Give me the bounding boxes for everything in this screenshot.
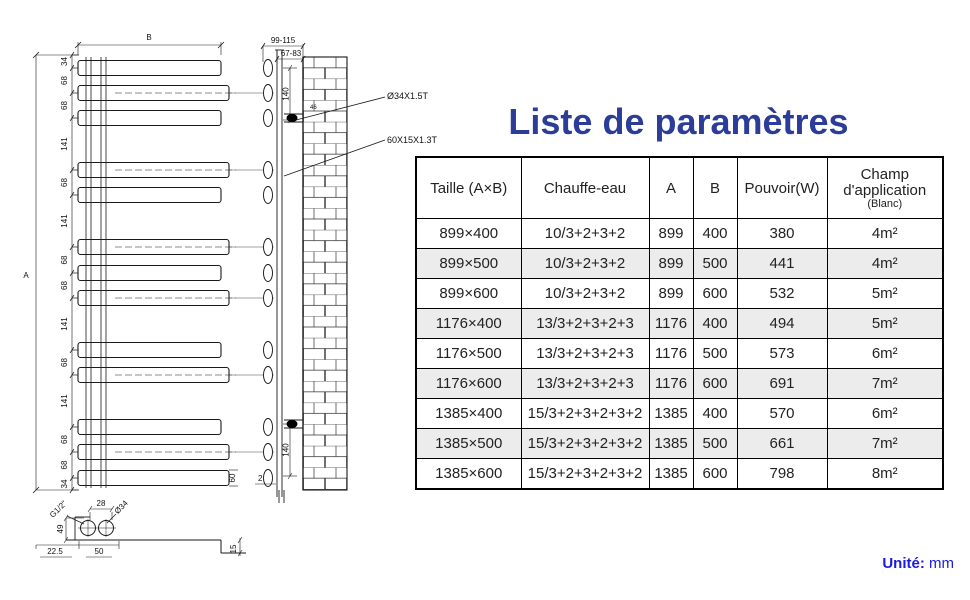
- cell-b: 500: [693, 339, 737, 369]
- cell-a: 1176: [649, 309, 693, 339]
- cell-a: 1385: [649, 459, 693, 490]
- cell-taille: 1176×500: [416, 339, 521, 369]
- unit-label: Unité:: [882, 555, 925, 572]
- side-view: [255, 43, 385, 503]
- bracket-top: [287, 114, 298, 122]
- cell-a: 1385: [649, 399, 693, 429]
- cell-taille: 899×500: [416, 249, 521, 279]
- cell-chauffe: 15/3+2+3+2+3+2: [521, 429, 649, 459]
- cell-taille: 899×400: [416, 219, 521, 249]
- cell-pouvoir: 798: [737, 459, 827, 490]
- wall-brick: [303, 57, 347, 490]
- table-row: [416, 459, 943, 490]
- table-row: [416, 429, 943, 459]
- cell-a: 1385: [649, 429, 693, 459]
- cell-champ: 8m²: [827, 459, 943, 490]
- header-champ-line1: Champ: [860, 165, 909, 183]
- cell-taille: 1176×400: [416, 309, 521, 339]
- table-row: [416, 339, 943, 369]
- page-title: Liste de paramètres: [508, 101, 849, 142]
- table-row: [416, 279, 943, 309]
- table-row: [416, 249, 943, 279]
- table-row: [416, 399, 943, 429]
- header-taille: Taille (A×B): [416, 157, 521, 219]
- cell-champ: 4m²: [827, 249, 943, 279]
- cell-taille: 1176×600: [416, 369, 521, 399]
- dim-label: 68: [60, 460, 70, 470]
- dim-label: 141: [60, 214, 70, 228]
- header-champ-line3: (Blanc): [867, 197, 903, 210]
- cell-a: 1176: [649, 369, 693, 399]
- side-dim-bracket: 46: [310, 105, 317, 111]
- side-dim-bottom: 140: [281, 443, 291, 457]
- cell-a: 1176: [649, 339, 693, 369]
- dim-label: 34: [60, 479, 70, 489]
- parameter-table: [415, 156, 944, 490]
- cell-pouvoir: 380: [737, 219, 827, 249]
- cell-champ: 5m²: [827, 309, 943, 339]
- front-label-b: B: [146, 33, 152, 42]
- unit-note: [882, 555, 954, 572]
- cell-taille: 1385×500: [416, 429, 521, 459]
- cell-a: 899: [649, 249, 693, 279]
- detail-dia-label: Ø34: [112, 498, 130, 516]
- cell-taille: 1385×400: [416, 399, 521, 429]
- dim-label: 141: [60, 317, 70, 331]
- side-dim-top: 140: [281, 87, 291, 101]
- table-header-row: [416, 157, 943, 219]
- cell-chauffe: 13/3+2+3+2+3: [521, 369, 649, 399]
- cell-pouvoir: 441: [737, 249, 827, 279]
- unit-value: mm: [929, 555, 954, 572]
- front-dim-chain-labels: [60, 57, 69, 489]
- cell-chauffe: 13/3+2+3+2+3: [521, 309, 649, 339]
- cell-pouvoir: 661: [737, 429, 827, 459]
- dim-label: 68: [60, 358, 70, 367]
- cell-b: 600: [693, 279, 737, 309]
- detail-dim-center: 50: [94, 547, 104, 556]
- dim-label: 68: [60, 178, 70, 187]
- cell-pouvoir: 573: [737, 339, 827, 369]
- detail-dim-spacing: 28: [96, 499, 106, 508]
- header-chauffe: Chauffe-eau: [521, 157, 649, 219]
- table-row: [416, 219, 943, 249]
- dim-label: 68: [60, 435, 70, 444]
- cell-taille: 899×600: [416, 279, 521, 309]
- cell-a: 899: [649, 279, 693, 309]
- cell-b: 500: [693, 249, 737, 279]
- callout-flat-tube: 60X15X1.3T: [387, 135, 438, 145]
- table-row: [416, 309, 943, 339]
- dim-label: 141: [60, 137, 70, 151]
- cell-b: 400: [693, 399, 737, 429]
- cell-chauffe: 10/3+2+3+2: [521, 279, 649, 309]
- cell-chauffe: 15/3+2+3+2+3+2: [521, 459, 649, 490]
- front-view: [33, 42, 274, 493]
- cell-champ: 4m²: [827, 219, 943, 249]
- detail-dim-right: 15: [229, 544, 239, 554]
- table-row: [416, 369, 943, 399]
- cell-chauffe: 10/3+2+3+2: [521, 219, 649, 249]
- dim-label: 68: [60, 281, 70, 290]
- cell-b: 400: [693, 309, 737, 339]
- cell-b: 400: [693, 219, 737, 249]
- cell-champ: 6m²: [827, 339, 943, 369]
- cell-pouvoir: 494: [737, 309, 827, 339]
- cell-chauffe: 10/3+2+3+2: [521, 249, 649, 279]
- dim-label: 68: [60, 76, 70, 85]
- detail-dim-height: 49: [56, 524, 66, 534]
- cell-pouvoir: 570: [737, 399, 827, 429]
- callout-round-tube: Ø34X1.5T: [387, 91, 429, 101]
- detail-thread-label: G1/2": [47, 498, 69, 520]
- cell-champ: 6m²: [827, 399, 943, 429]
- cell-pouvoir: 691: [737, 369, 827, 399]
- dim-label: 34: [60, 57, 70, 66]
- cell-pouvoir: 532: [737, 279, 827, 309]
- header-champ-line2: d'application: [843, 181, 927, 199]
- dim-label: 68: [60, 101, 70, 110]
- front-label-a: A: [23, 271, 29, 280]
- detail-view: [36, 506, 246, 557]
- side-dim-wall-total: 99-115: [270, 36, 296, 45]
- bracket-bottom: [287, 420, 298, 428]
- cell-taille: 1385×600: [416, 459, 521, 490]
- dim-label: 68: [60, 255, 70, 265]
- detail-dim-left: 22.5: [47, 547, 63, 556]
- cell-chauffe: 15/3+2+3+2+3+2: [521, 399, 649, 429]
- header-a: A: [649, 157, 693, 219]
- cell-a: 899: [649, 219, 693, 249]
- cell-champ: 7m²: [827, 429, 943, 459]
- header-champ: [827, 157, 943, 219]
- cell-b: 500: [693, 429, 737, 459]
- header-pouvoir: Pouvoir(W): [737, 157, 827, 219]
- cell-b: 600: [693, 459, 737, 490]
- front-bar-height-label: 60: [228, 473, 238, 483]
- side-dim-wall-inner: 67-83: [280, 49, 302, 58]
- cell-champ: 7m²: [827, 369, 943, 399]
- cell-champ: 5m²: [827, 279, 943, 309]
- cell-b: 600: [693, 369, 737, 399]
- technical-drawing: [0, 0, 470, 600]
- header-b: B: [693, 157, 737, 219]
- cell-chauffe: 13/3+2+3+2+3: [521, 339, 649, 369]
- side-dim-gap: 2: [258, 474, 263, 483]
- dim-label: 141: [60, 394, 70, 408]
